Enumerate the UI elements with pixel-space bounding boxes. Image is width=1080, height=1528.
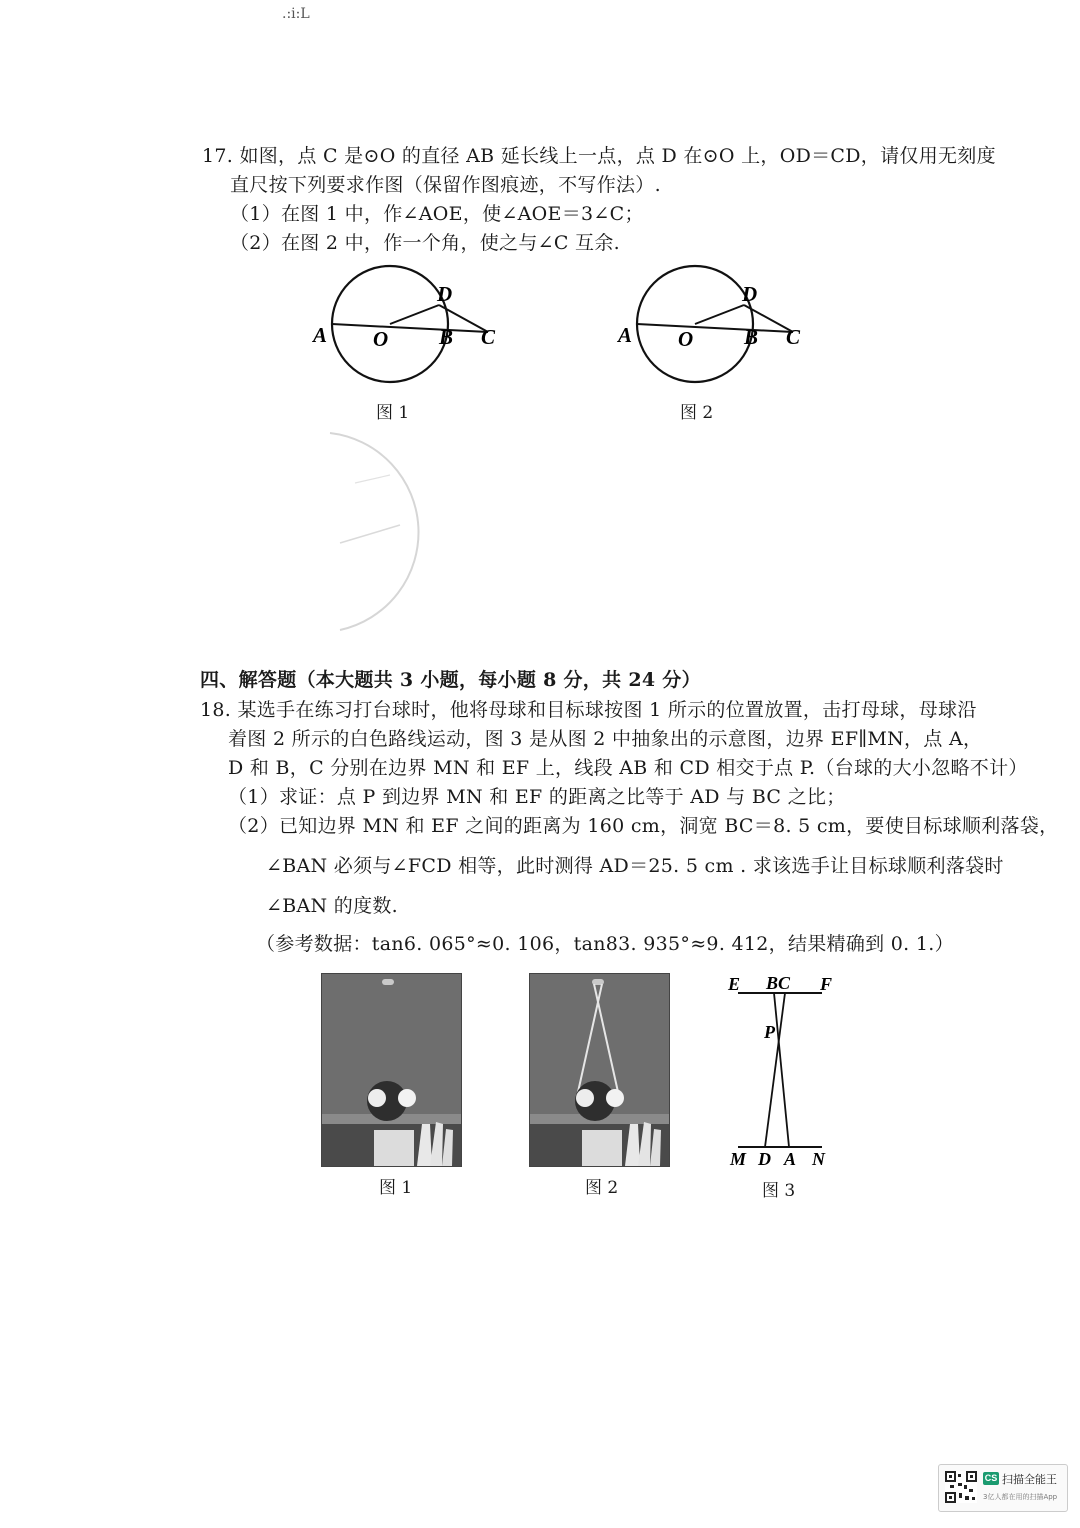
qr-code-icon bbox=[945, 1471, 977, 1503]
label-o: O bbox=[373, 327, 389, 351]
q17-figure-1 bbox=[305, 262, 515, 392]
label-a: A bbox=[313, 323, 328, 347]
label-c: C bbox=[786, 325, 801, 349]
label-f: F bbox=[820, 974, 833, 994]
q17-fig2-caption: 图 2 bbox=[680, 403, 714, 423]
q18-figure-3 bbox=[722, 968, 842, 1168]
label-d: D bbox=[758, 1149, 771, 1168]
bleed-through-sketch bbox=[300, 425, 470, 640]
q18-part2-line1: （2）已知边界 MN 和 EF 之间的距离为 160 cm，洞宽 BC＝8. 5 cm，要使目标球顺利落袋， bbox=[228, 815, 1059, 837]
cs-badge: CS bbox=[984, 1473, 998, 1483]
q18-fig2-caption: 图 2 bbox=[585, 1178, 619, 1198]
app-name: 扫描全能王 bbox=[1002, 1473, 1057, 1486]
q18-line2: 着图 2 所示的白色路线运动，图 3 是从图 2 中抽象出的示意图，边界 EF∥MN，点 A， bbox=[228, 728, 983, 750]
q18-part2-line3: ∠BAN 的度数. bbox=[266, 895, 399, 917]
label-a: A bbox=[784, 1149, 797, 1168]
label-a: A bbox=[618, 323, 633, 347]
q18-photo-2 bbox=[529, 973, 670, 1167]
label-m: M bbox=[730, 1149, 747, 1168]
segment-od bbox=[695, 305, 744, 324]
q17-part1: （1）在图 1 中，作∠AOE，使∠AOE＝3∠C； bbox=[230, 203, 644, 225]
label-n: N bbox=[812, 1149, 825, 1168]
q18-part1: （1）求证：点 P 到边界 MN 和 EF 的距离之比等于 AD 与 BC 之比； bbox=[228, 786, 846, 808]
q18-fig3-caption: 图 3 bbox=[762, 1181, 796, 1201]
q17-stem-line1: 17. 如图，点 C 是⊙O 的直径 AB 延长线上一点，点 D 在⊙O 上，OD＝CD，请仅用无刻度 bbox=[202, 145, 996, 167]
segment-ac bbox=[637, 324, 793, 332]
label-bc: BC bbox=[766, 973, 791, 993]
label-p: P bbox=[764, 1022, 775, 1042]
q18-fig1-caption: 图 1 bbox=[379, 1178, 413, 1198]
q18-photo-1 bbox=[321, 973, 462, 1167]
section-heading: 四、解答题（本大题共 3 小题，每小题 8 分，共 24 分） bbox=[200, 669, 701, 691]
label-b: B bbox=[439, 325, 454, 349]
app-tagline: 3亿人都在用的扫描App bbox=[983, 1493, 1058, 1501]
label-d: D bbox=[437, 282, 453, 306]
q17-stem-line2: 直尺按下列要求作图（保留作图痕迹，不写作法）. bbox=[230, 174, 661, 196]
segment-od bbox=[390, 305, 439, 324]
label-e: E bbox=[728, 974, 741, 994]
label-d: D bbox=[742, 282, 758, 306]
label-o: O bbox=[678, 327, 694, 351]
q18-reference: （参考数据：tan6. 065°≈0. 106，tan83. 935°≈9. 412，结果精确到 0. 1.） bbox=[256, 933, 954, 955]
q18-part2-line2: ∠BAN 必须与∠FCD 相等，此时测得 AD＝25. 5 cm . 求该选手让目标球顺利落袋时 bbox=[266, 855, 1004, 877]
scanner-watermark bbox=[938, 1464, 1068, 1512]
q17-part2: （2）在图 2 中，作一个角，使之与∠C 互余. bbox=[230, 232, 620, 254]
header-mark: .:i:L bbox=[282, 6, 310, 22]
q17-figure-2 bbox=[610, 262, 820, 392]
q18-line3: D 和 B，C 分别在边界 MN 和 EF 上，线段 AB 和 CD 相交于点 P.（台球的大小忽略不计） bbox=[228, 757, 1028, 779]
segment-ac bbox=[332, 324, 488, 332]
q17-fig1-caption: 图 1 bbox=[376, 403, 410, 423]
label-b: B bbox=[744, 325, 759, 349]
q18-line1: 18. 某选手在练习打台球时，他将母球和目标球按图 1 所示的位置放置，击打母球，母球沿 bbox=[200, 699, 977, 721]
label-c: C bbox=[481, 325, 496, 349]
